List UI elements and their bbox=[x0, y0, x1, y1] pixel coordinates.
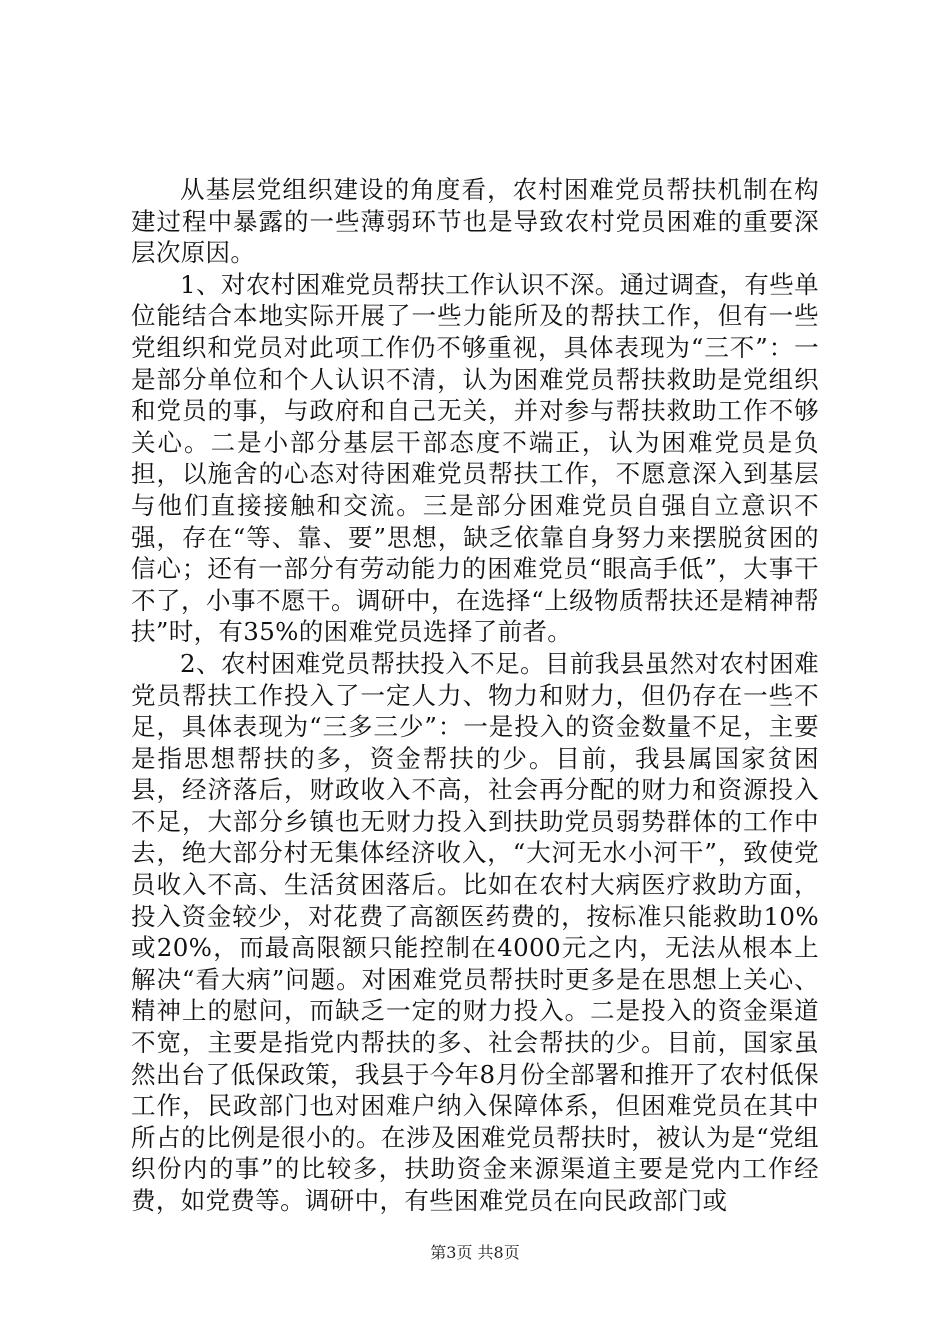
paragraph-intro: 从基层党组织建设的角度看，农村困难党员帮扶机制在构建过程中暴露的一些薄弱环节也是导致农村党员困难的重要深层次原因。 bbox=[131, 175, 819, 268]
document-body bbox=[131, 174, 819, 1217]
page-number-footer: 第3页 共8页 bbox=[430, 1243, 520, 1262]
paragraph-section-2: 2、农村困难党员帮扶投入不足。目前我县虽然对农村困难党员帮扶工作投入了一定人力、物力和财力，但仍存在一些不足，具体表现为“三多三少”：一是投入的资金数量不足，主要是指思想帮扶的多，资金帮扶的少。目前，我县属国家贫困县，经济落后，财政收入不高，社会再分配的财力和资源投入不足，大部分乡镇也无财力投入到扶助党员弱势群体的工作中去，绝大部分村无集体经济收入，“大河无水小河干”，致使党员收入不高、生活贫困落后。比如在农村大病医疗救助方面，投入资金较少，对花费了高额医药费的，按标准只能救助10%或20%，而最高限额只能控制在4000元之内，无法从根本上解决“看大病”问题。对困难党员帮扶时更多是在思想上关心、精神上的慰问，而缺乏一定的财力投入。二是投入的资金渠道不宽，主要是指党内帮扶的多、社会帮扶的少。目前，国家虽然出台了低保政策，我县于今年8月份全部署和推开了农村低保工作，民政部门也对困难户纳入保障体系，但困难党员在其中所占的比例是很小的。在涉及困难党员帮扶时，被认为是“党组织份内的事”的比较多，扶助资金来源渠道主要是党内工作经费，如党费等。调研中，有些困难党员在向民政部门或 bbox=[131, 648, 819, 1215]
paragraph-section-1: 1、对农村困难党员帮扶工作认识不深。通过调查，有些单位能结合本地实际开展了一些力能所及的帮扶工作，但有一些党组织和党员对此项工作仍不够重视，具体表现为“三不”：一是部分单位和个人认识不清，认为困难党员帮扶救助是党组织和党员的事，与政府和自己无关，并对参与帮扶救助工作不够关心。二是小部分基层干部态度不端正，认为困难党员是负担，以施舍的心态对待困难党员帮扶工作，不愿意深入到基层与他们直接接触和交流。三是部分困难党员自强自立意识不强，存在“等、靠、要”思想，缺乏依靠自身努力来摆脱贫困的信心；还有一部分有劳动能力的困难党员“眼高手低”，大事干不了，小事不愿干。调研中，在选择“上级物质帮扶还是精神帮扶”时，有35%的困难党员选择了前者。 bbox=[131, 269, 819, 647]
